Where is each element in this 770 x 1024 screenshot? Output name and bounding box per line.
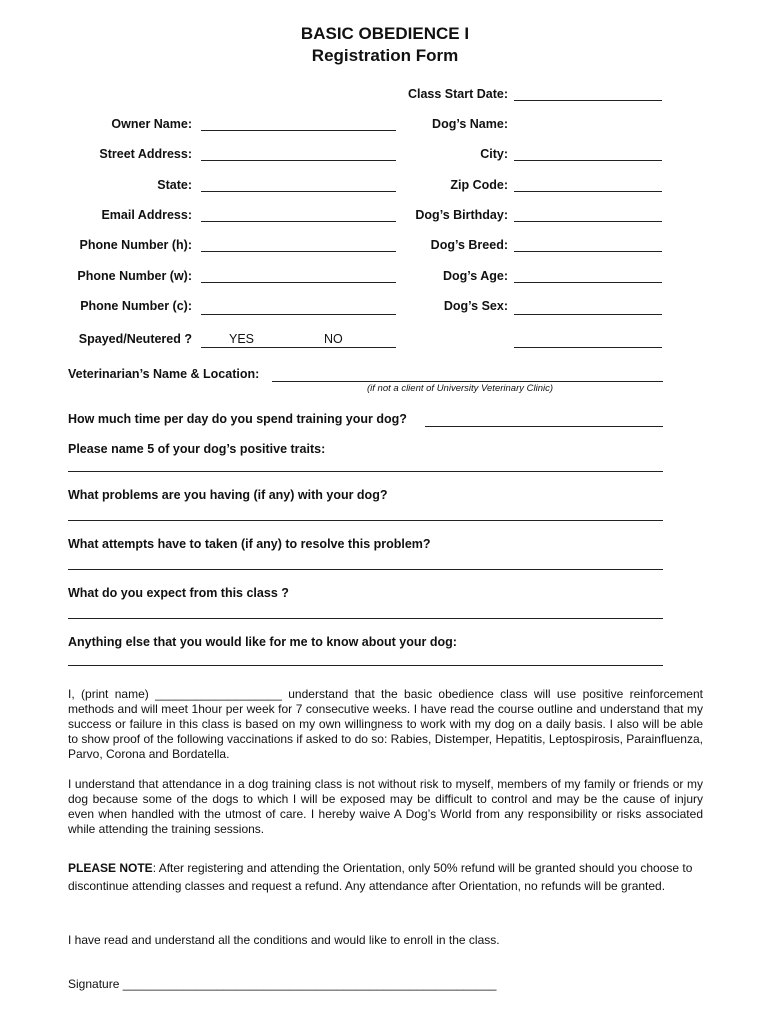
refund-note-text: : After registering and attending the Orientation, only 50% refund will be granted should you choose to discontinue attending classes and request a refund. Any attendance after Orientation, no refunds will be granted. [68, 861, 693, 893]
phone-work-field[interactable] [201, 282, 396, 283]
dogs-breed-label: Dog’s Breed: [430, 238, 508, 252]
zip-code-label: Zip Code: [450, 178, 508, 192]
form-subtitle: Registration Form [311, 46, 459, 65]
state-field[interactable] [201, 191, 396, 192]
state-label: State: [157, 178, 192, 192]
dogs-breed-field[interactable] [514, 251, 662, 252]
form-title: BASIC OBEDIENCE I [300, 24, 470, 43]
question-training-time: How much time per day do you spend training your dog? [68, 412, 407, 426]
veterinarian-field[interactable] [272, 381, 663, 382]
dogs-age-label: Dog’s Age: [442, 269, 508, 283]
veterinarian-label: Veterinarian’s Name & Location: [68, 367, 260, 381]
positive-traits-field[interactable] [68, 471, 663, 472]
terms-paragraph-2: I understand that attendance in a dog training class is not without risk to myself, members of my family or friends or my dog because some of the dogs to which I will be exposed may be difficult to control and may be the cause of injury even when handled with the utmost of care. I hereby waive A Dog’s World from any responsibility or risks associated while attending the training sessions. [68, 777, 703, 836]
problems-field[interactable] [68, 520, 663, 521]
veterinarian-hint: (if not a client of University Veterinary Clinic) [367, 383, 554, 394]
question-positive-traits: Please name 5 of your dog’s positive traits: [68, 442, 326, 456]
phone-work-label: Phone Number (w): [77, 269, 192, 283]
dogs-sex-field[interactable] [514, 314, 662, 315]
street-address-label: Street Address: [99, 147, 192, 161]
question-attempts: What attempts have to taken (if any) to resolve this problem? [68, 537, 431, 551]
city-field[interactable] [514, 160, 662, 161]
terms-paragraph-1: I, (print name) ___________________ understand that the basic obedience class will use positive reinforcement methods and will meet 1hour per week for 7 consecutive weeks. I have read the course outline and understand that my success or failure in this class is based on my own willingness to work with my dog on a daily basis. I also will be able to show proof of the following vaccinations if asked to do so: Rabies, Distemper, Hepatitis, Leptospirosis, Parainfluenza, Parvo, Corona and Bordatella. [68, 687, 703, 761]
owner-name-field[interactable] [201, 130, 396, 131]
owner-name-label: Owner Name: [111, 117, 192, 131]
signature-line[interactable]: Signature ________________________________________________________ [68, 977, 497, 991]
phone-cell-label: Phone Number (c): [80, 299, 192, 313]
phone-home-field[interactable] [201, 251, 396, 252]
dogs-age-field[interactable] [514, 282, 662, 283]
spayed-neutered-label: Spayed/Neutered ? [78, 332, 192, 346]
question-problems: What problems are you having (if any) with your dog? [68, 488, 388, 502]
dogs-birthday-field[interactable] [514, 221, 662, 222]
zip-code-field[interactable] [514, 191, 662, 192]
attempts-field[interactable] [68, 569, 663, 570]
extra-field[interactable] [514, 347, 662, 348]
training-time-field[interactable] [425, 426, 663, 427]
phone-cell-field[interactable] [201, 314, 396, 315]
refund-note-label: PLEASE NOTE [68, 861, 153, 875]
expectations-field[interactable] [68, 618, 663, 619]
class-start-date-label: Class Start Date: [407, 87, 508, 101]
question-anything-else: Anything else that you would like for me to know about your dog: [68, 635, 457, 649]
dogs-birthday-label: Dog’s Birthday: [415, 208, 508, 222]
class-start-date-field[interactable] [514, 100, 662, 101]
dogs-sex-label: Dog’s Sex: [443, 299, 508, 313]
phone-home-label: Phone Number (h): [79, 238, 192, 252]
spayed-yes-option[interactable]: YES [229, 332, 255, 346]
city-label: City: [480, 147, 508, 161]
street-address-field[interactable] [201, 160, 396, 161]
spayed-no-option[interactable]: NO [324, 332, 343, 346]
agreement-statement: I have read and understand all the conditions and would like to enroll in the class. [68, 933, 500, 947]
email-address-label: Email Address: [101, 208, 192, 222]
dogs-name-label: Dog’s Name: [432, 117, 508, 131]
anything-else-field[interactable] [68, 665, 663, 666]
email-address-field[interactable] [201, 221, 396, 222]
spayed-neutered-field[interactable] [201, 347, 396, 348]
question-expectations: What do you expect from this class ? [68, 586, 289, 600]
refund-note [68, 859, 703, 895]
